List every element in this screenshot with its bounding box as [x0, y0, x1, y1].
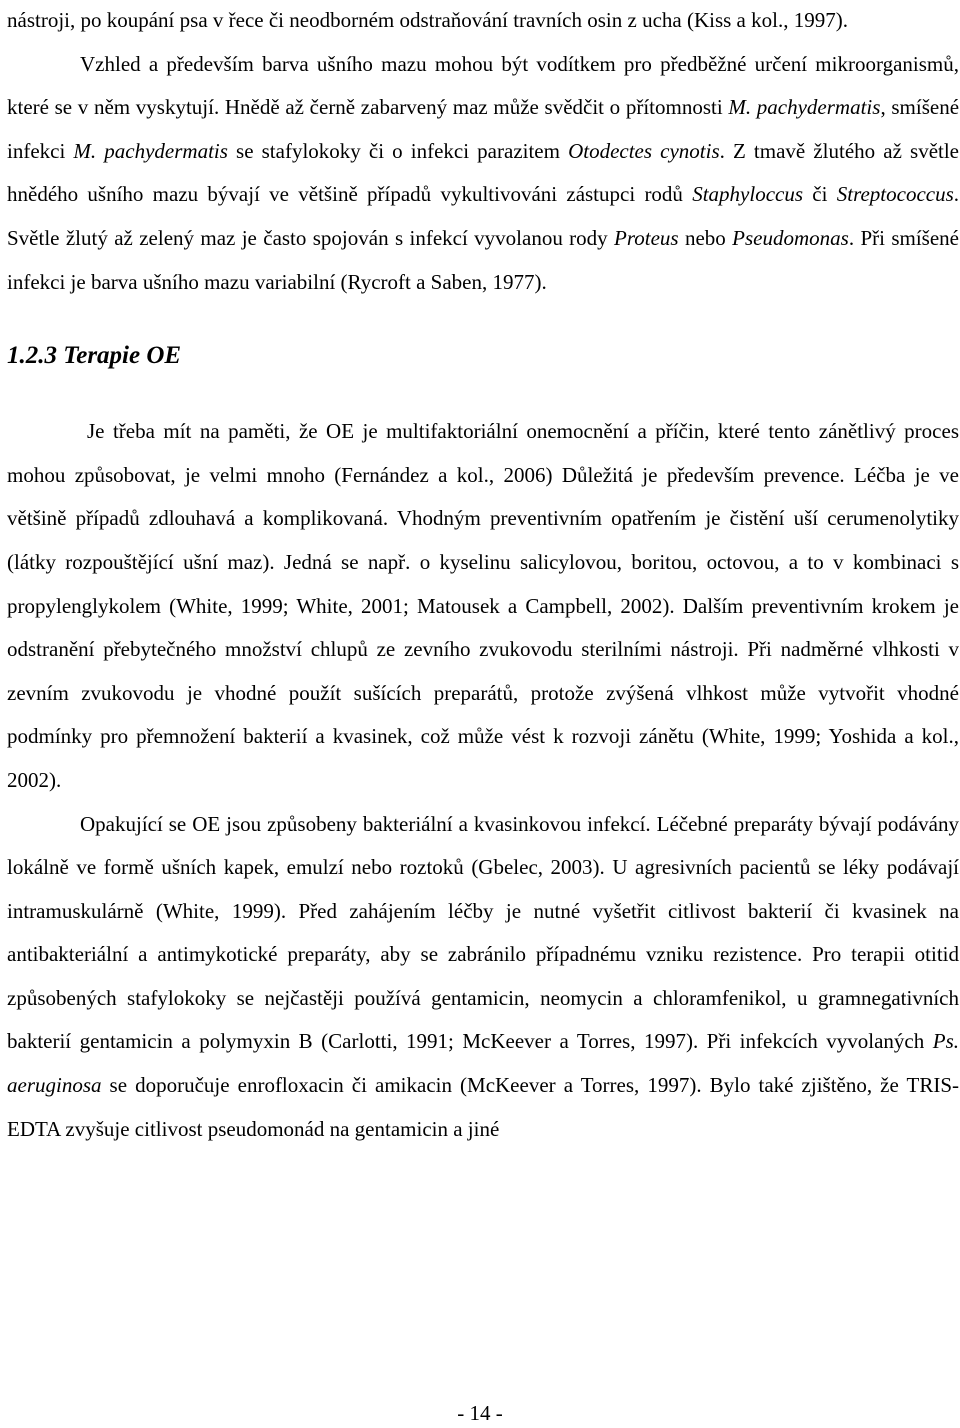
- italic-term: Proteus: [614, 225, 679, 250]
- text-run: se doporučuje enrofloxacin či amikacin (McKeever a Torres, 1997). Bylo také zjištěno, že TRIS-EDTA zvyšuje citlivost pseudomonád na gentamicin a jiné: [7, 1073, 959, 1141]
- paragraph-1: [7, 0, 959, 43]
- text-run: Je třeba mít na paměti, že OE je multifaktoriální onemocnění a příčin, které tento zánětlivý proces mohou způsobovat, je velmi mnoho (Fernández a kol., 2006) Důležitá je především prevence. Léčba je ve většině případů zdlouhavá a komplikovaná. Vhodným preventivním opatřením je čistění uší cerumenolytiky (látky rozpouštějící ušní maz). Jedná se např. o kyselinu salicylovou, boritou, octovou, a to v kombinaci s propylenglykolem (White, 1999; White, 2001; Matousek a Campbell, 2002). Dalším preventivním krokem je odstranění přebytečného množství chlupů ze zevního zvukovodu sterilními nástroji. Při nadměrné vlhkosti v zevním zvukovodu je vhodné použít sušících preparátů, protože zvýšená vlhkost může vytvořit vhodné podmínky pro přemnožení bakterií a kvasinek, což může vést k rozvoji zánětu (White, 1999; Yoshida a kol., 2002).: [7, 419, 959, 792]
- italic-term: M. pachydermatis: [73, 138, 228, 163]
- italic-term: Pseudomonas: [732, 225, 849, 250]
- text-run: Vzhled a především barva ušního mazu mohou být vodítkem pro předběžné určení mikroorganismů, které se v něm vyskytují. Hnědě až černě zabarvený maz může svědčit o přítomnosti: [7, 51, 959, 120]
- text-run: . Z tmavě žlutého až světle hnědého ušního mazu bývají ve většině případů vykultivováni zástupci rodů: [7, 138, 960, 207]
- text-run: . Světle žlutý až zelený maz je často spojován s infekcí vyvolanou rody: [7, 182, 960, 250]
- italic-term: Staphyloccus: [692, 182, 804, 207]
- text-run: nástroji, po koupání psa v řece či neodborném odstraňování travních osin z ucha (Kiss a kol., 1997).: [7, 8, 848, 32]
- heading-gap: [7, 376, 959, 410]
- text-run: , smíšené infekci: [7, 95, 960, 163]
- paragraph-4: [7, 803, 959, 1152]
- text-run: se stafylokoky či o infekci parazitem: [227, 138, 569, 163]
- italic-term: Ps. aeruginosa: [7, 1029, 959, 1098]
- document-page: [7, 0, 959, 1151]
- italic-term: M. pachydermatis: [728, 95, 881, 120]
- italic-term: Otodectes cynotis: [568, 138, 720, 163]
- text-run: nebo: [678, 225, 733, 250]
- paragraph-2: [7, 43, 959, 305]
- text-run: . Při smíšené infekci je barva ušního mazu variabilní (Rycroft a Saben, 1977).: [7, 225, 959, 294]
- page-number: - 14 -: [457, 1401, 503, 1425]
- section-gap: [7, 304, 959, 336]
- paragraph-3: [7, 410, 959, 802]
- text-run: Opakující se OE jsou způsobeny bakteriální a kvasinkovou infekcí. Léčebné preparáty bývají podávány lokálně ve formě ušních kapek, emulzí nebo roztoků (Gbelec, 2003). U agresivních pacientů se léky podávají intramuskulárně (White, 1999). Před zahájením léčby je nutné vyšetřit citlivost bakterií či kvasinek na antibakteriální a antimykotické preparáty, aby se zabránilo případnému vzniku rezistence. Pro terapii otitid způsobených stafylokoky se nejčastěji používá gentamicin, neomycin a chloramfenikol, u gramnegativních bakterií gentamicin a polymyxin B (Carlotti, 1991; McKeever a Torres, 1997). Při infekcích vyvolaných: [7, 811, 959, 1054]
- section-heading: 1.2.3 Terapie OE: [7, 342, 182, 370]
- italic-term: Streptococcus: [836, 182, 954, 207]
- text-run: či: [803, 182, 837, 207]
